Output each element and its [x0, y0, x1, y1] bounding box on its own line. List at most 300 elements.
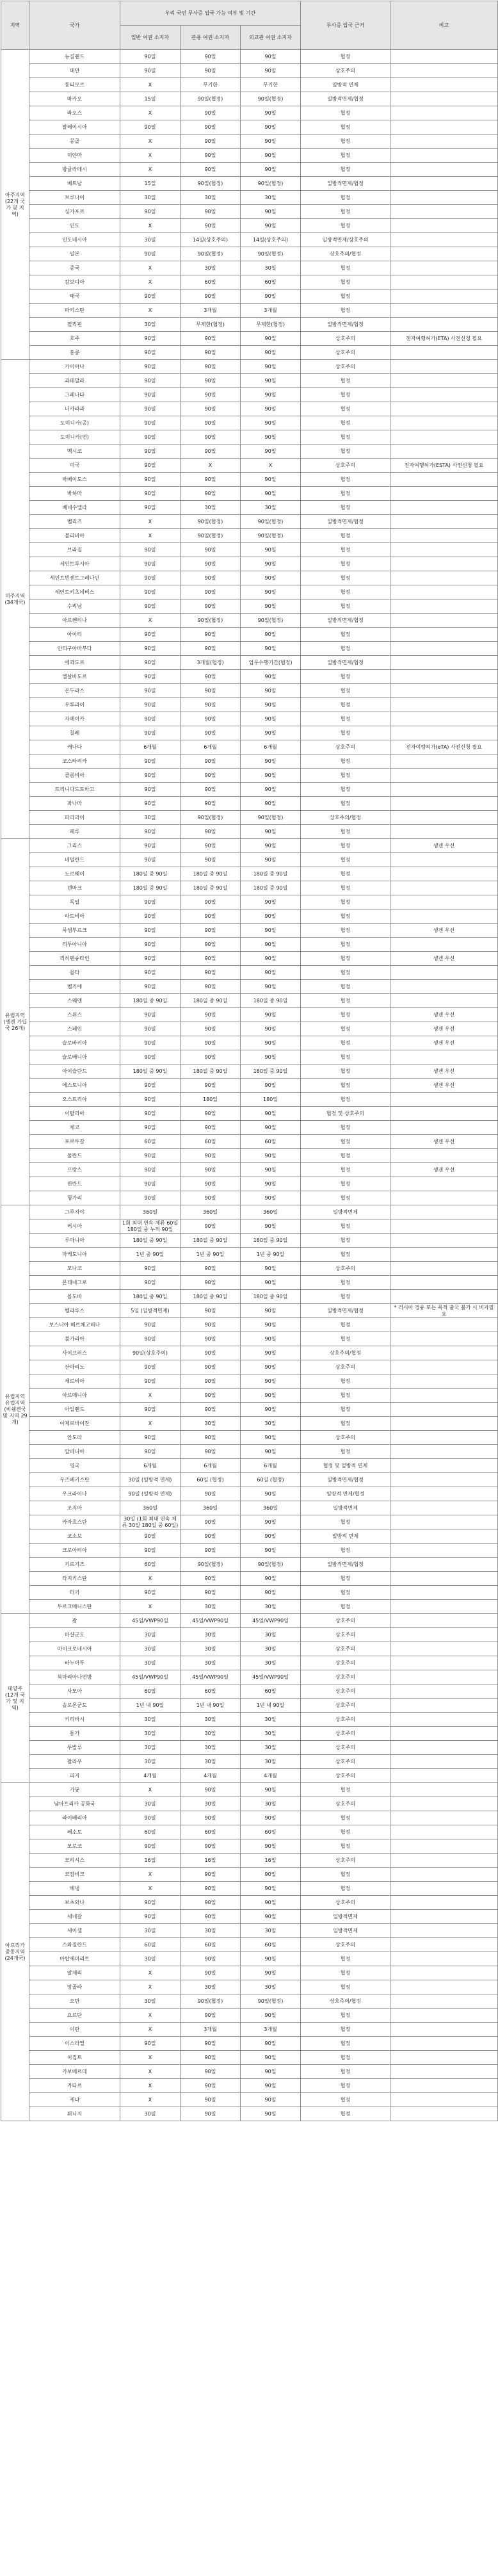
table-row [1, 614, 498, 628]
table-row [1, 1966, 498, 1980]
table-row [1, 585, 498, 599]
table-row [1, 797, 498, 811]
note-cell [390, 501, 498, 515]
note-cell [390, 1501, 498, 1515]
normal-passport-cell: 1년 중 90일 [120, 1248, 181, 1262]
official-passport-cell: 90일 [181, 64, 241, 78]
official-passport-cell: 90일 [181, 712, 241, 726]
diplomatic-passport-cell: 16일 [241, 1854, 301, 1868]
normal-passport-cell: X [120, 1882, 181, 1896]
basis-cell: 협정 [301, 726, 390, 740]
official-passport-cell: 3개월 [181, 2023, 241, 2037]
table-row [1, 289, 498, 304]
diplomatic-passport-cell: 45일/VWP90일 [241, 1670, 301, 1684]
normal-passport-cell: 360일 [120, 1205, 181, 1219]
basis-cell: 협정 [301, 106, 390, 120]
normal-passport-cell: 90일 [120, 628, 181, 642]
basis-cell: 협정 [301, 2009, 390, 2023]
basis-cell: 일방적면제/협정 [301, 1304, 390, 1318]
basis-cell: 상호주의 [301, 459, 390, 473]
normal-passport-cell: 30일 [120, 1642, 181, 1656]
table-row [1, 1431, 498, 1445]
diplomatic-passport-cell: 60일 [241, 275, 301, 289]
basis-cell: 일방적면제/협정 [301, 614, 390, 628]
table-row [1, 529, 498, 543]
diplomatic-passport-cell: 30일 [241, 1656, 301, 1670]
country-cell: 트리니다드토바고 [29, 783, 120, 797]
country-cell: 팔라우 [29, 1755, 120, 1769]
country-cell: 모잠비크 [29, 1868, 120, 1882]
normal-passport-cell: 90일 [120, 50, 181, 64]
official-passport-cell: 90일 [181, 1896, 241, 1910]
diplomatic-passport-cell: 30일 [241, 1600, 301, 1614]
note-cell [390, 1558, 498, 1572]
table-row [1, 318, 498, 332]
basis-cell: 협정 [301, 402, 390, 416]
note-cell [390, 1374, 498, 1389]
table-row [1, 1205, 498, 1219]
region-cell: 아프리카 중동지역 (24개국) [1, 1783, 29, 2121]
table-row [1, 1234, 498, 1248]
table-row [1, 656, 498, 670]
table-row [1, 895, 498, 909]
basis-cell: 협정 [301, 1121, 390, 1135]
official-passport-cell: 30일 [181, 191, 241, 205]
note-cell [390, 120, 498, 135]
normal-passport-cell: 90일 [120, 1445, 181, 1459]
normal-passport-cell: 30일 [120, 1755, 181, 1769]
official-passport-cell: 90일 [181, 853, 241, 867]
note-cell [390, 656, 498, 670]
note-cell [390, 1614, 498, 1628]
table-row [1, 642, 498, 656]
official-passport-cell: 30일 [181, 1713, 241, 1727]
basis-cell: 상호주의 [301, 1769, 390, 1783]
country-cell: 프랑스 [29, 1163, 120, 1177]
official-passport-cell: 90일 [181, 1191, 241, 1205]
official-passport-cell: 90일(협정) [181, 247, 241, 261]
table-row [1, 2037, 498, 2051]
official-passport-cell: 90일 [181, 1107, 241, 1121]
normal-passport-cell: 16일 [120, 1854, 181, 1868]
country-cell: 라트비아 [29, 909, 120, 924]
normal-passport-cell: 30일 [120, 1994, 181, 2009]
diplomatic-passport-cell: 90일 [241, 388, 301, 402]
diplomatic-passport-cell: 180일 [241, 1093, 301, 1107]
note-cell [390, 1966, 498, 1980]
note-cell [390, 360, 498, 374]
country-cell: 자메이카 [29, 712, 120, 726]
official-passport-cell: 60일 [181, 1938, 241, 1952]
note-cell [390, 1121, 498, 1135]
diplomatic-passport-cell: 90일 [241, 135, 301, 149]
diplomatic-passport-cell: 90일 [241, 1022, 301, 1036]
basis-cell: 협정 [301, 205, 390, 219]
normal-passport-cell: 90일 [120, 599, 181, 614]
table-row [1, 261, 498, 275]
diplomatic-passport-cell: 6개월 [241, 740, 301, 754]
normal-passport-cell: 180일 중 90일 [120, 881, 181, 895]
diplomatic-passport-cell: 90일 [241, 2065, 301, 2079]
official-passport-cell: 90일 [181, 895, 241, 909]
basis-cell: 협정 [301, 1135, 390, 1149]
diplomatic-passport-cell: 90일 [241, 1276, 301, 1290]
diplomatic-passport-cell: 90일 [241, 2037, 301, 2051]
basis-cell: 상호주의 [301, 1262, 390, 1276]
diplomatic-passport-cell: 90일 [241, 1783, 301, 1797]
normal-passport-cell: 30일 [120, 191, 181, 205]
official-passport-cell: 90일 [181, 1868, 241, 1882]
basis-cell: 상호주의 [301, 1741, 390, 1755]
normal-passport-cell: 90일 [120, 360, 181, 374]
diplomatic-passport-cell: 180일 중 90일 [241, 994, 301, 1008]
official-passport-cell: 30일 [181, 1980, 241, 1994]
country-cell: 오스트리아 [29, 1093, 120, 1107]
official-passport-cell: 90일 [181, 1783, 241, 1797]
table-row [1, 909, 498, 924]
diplomatic-passport-cell: 90일 [241, 1036, 301, 1050]
diplomatic-passport-cell: 90일 [241, 1403, 301, 1417]
diplomatic-passport-cell: 90일 [241, 698, 301, 712]
basis-cell: 협정 [301, 1374, 390, 1389]
official-passport-cell: 90일 [181, 1149, 241, 1163]
diplomatic-passport-cell: 30일 [241, 1642, 301, 1656]
note-cell [390, 1544, 498, 1558]
basis-cell: 협정 [301, 1544, 390, 1558]
basis-cell: 협정 [301, 952, 390, 966]
normal-passport-cell: 90일 [120, 952, 181, 966]
diplomatic-passport-cell: 90일 [241, 924, 301, 938]
country-cell: 온두라스 [29, 684, 120, 698]
table-row [1, 430, 498, 444]
diplomatic-passport-cell: 90일 [241, 1079, 301, 1093]
diplomatic-passport-cell: 90일 [241, 416, 301, 430]
basis-cell: 상호주의/협정 [301, 1994, 390, 2009]
basis-cell: 협정 [301, 487, 390, 501]
country-cell: 몰도바 [29, 1290, 120, 1304]
table-row [1, 233, 498, 247]
normal-passport-cell: 180일 중 90일 [120, 1290, 181, 1304]
basis-cell: 협정 [301, 599, 390, 614]
basis-cell: 협정 [301, 1389, 390, 1403]
basis-cell: 협정 [301, 1445, 390, 1459]
country-cell: 요르단 [29, 2009, 120, 2023]
diplomatic-passport-cell: 6개월 [241, 1459, 301, 1473]
basis-cell: 협정 [301, 2107, 390, 2121]
table-row [1, 1121, 498, 1135]
basis-cell: 협정 [301, 571, 390, 585]
note-cell [390, 1797, 498, 1811]
basis-cell: 상호주의 [301, 1713, 390, 1727]
basis-cell: 협정 [301, 1868, 390, 1882]
table-row [1, 1868, 498, 1882]
country-cell: 오만 [29, 1994, 120, 2009]
note-cell [390, 275, 498, 289]
table-row [1, 1699, 498, 1713]
normal-passport-cell: 6개월 [120, 1459, 181, 1473]
country-cell: 튀니지 [29, 2107, 120, 2121]
normal-passport-cell: 90일 [120, 473, 181, 487]
note-cell [390, 2065, 498, 2079]
note-cell [390, 1205, 498, 1219]
official-passport-cell: 90일 [181, 1276, 241, 1290]
table-row [1, 1783, 498, 1797]
diplomatic-passport-cell: 180일 중 90일 [241, 1064, 301, 1079]
table-row [1, 1276, 498, 1290]
basis-cell: 협정 [301, 1882, 390, 1896]
table-row [1, 867, 498, 881]
country-cell: 벨리즈 [29, 515, 120, 529]
diplomatic-passport-cell: 90일 [241, 1107, 301, 1121]
country-cell: 마이크로네시아 [29, 1642, 120, 1656]
diplomatic-passport-cell: 360일 [241, 1501, 301, 1515]
official-passport-cell: 90일 [181, 797, 241, 811]
country-cell: 안티구아바부다 [29, 642, 120, 656]
table-row [1, 2023, 498, 2037]
diplomatic-passport-cell: 90일 [241, 670, 301, 684]
basis-cell: 상호주의 [301, 332, 390, 346]
normal-passport-cell: X [120, 1600, 181, 1614]
official-passport-cell: 360일 [181, 1501, 241, 1515]
note-cell [390, 1980, 498, 1994]
basis-cell: 상호주의 [301, 1670, 390, 1684]
note-cell: 솅겐 우선 [390, 839, 498, 853]
diplomatic-passport-cell: 90일 [241, 599, 301, 614]
country-cell: 러시아 [29, 1219, 120, 1234]
note-cell [390, 2093, 498, 2107]
basis-cell: 협정 [301, 783, 390, 797]
normal-passport-cell: 90일 [120, 1839, 181, 1854]
diplomatic-passport-cell: 30일 [241, 1713, 301, 1727]
country-cell: 우즈베키스탄 [29, 1473, 120, 1487]
table-row [1, 1262, 498, 1276]
normal-passport-cell: 90일(상호주의) [120, 1346, 181, 1360]
normal-passport-cell: 90일 [120, 909, 181, 924]
normal-passport-cell: 60일 [120, 1938, 181, 1952]
note-cell [390, 1854, 498, 1868]
country-cell: 리히텐슈타인 [29, 952, 120, 966]
diplomatic-passport-cell: 90일(협정) [241, 1994, 301, 2009]
basis-cell: 협정 [301, 1022, 390, 1036]
diplomatic-passport-cell: 90일 [241, 50, 301, 64]
country-cell: 파키스탄 [29, 304, 120, 318]
diplomatic-passport-cell: 90일(협정) [241, 177, 301, 191]
table-row [1, 1219, 498, 1234]
normal-passport-cell: 180일 중 90일 [120, 994, 181, 1008]
normal-passport-cell: 90일 [120, 656, 181, 670]
table-row [1, 994, 498, 1008]
note-cell [390, 642, 498, 656]
official-passport-cell: 90일(협정) [181, 1558, 241, 1572]
official-passport-cell: 90일 [181, 825, 241, 839]
diplomatic-passport-cell: 90일 [241, 966, 301, 980]
country-cell: 도미니카(공) [29, 416, 120, 430]
country-cell: 멕시코 [29, 444, 120, 459]
diplomatic-passport-cell: 90일 [241, 557, 301, 571]
basis-cell: 협정 [301, 1163, 390, 1177]
basis-cell: 협정 [301, 853, 390, 867]
country-cell: 모나코 [29, 1262, 120, 1276]
diplomatic-passport-cell: 30일 [241, 1797, 301, 1811]
normal-passport-cell: X [120, 261, 181, 275]
table-row [1, 1487, 498, 1501]
note-cell [390, 712, 498, 726]
country-cell: 베트남 [29, 177, 120, 191]
country-cell: 아이슬란드 [29, 1064, 120, 1079]
normal-passport-cell: 90일 [120, 1177, 181, 1191]
table-row [1, 1515, 498, 1529]
table-row [1, 783, 498, 797]
official-passport-cell: 90일 [181, 557, 241, 571]
official-passport-cell: 90일 [181, 50, 241, 64]
basis-cell: 협정 [301, 966, 390, 980]
official-passport-cell: 1년 내 90일 [181, 1699, 241, 1713]
normal-passport-cell: 90일 [120, 1332, 181, 1346]
note-cell [390, 304, 498, 318]
normal-passport-cell: 90일 [120, 670, 181, 684]
normal-passport-cell: X [120, 2065, 181, 2079]
official-passport-cell: X [181, 459, 241, 473]
diplomatic-passport-cell: 90일 [241, 1586, 301, 1600]
diplomatic-passport-cell: 90일 [241, 712, 301, 726]
diplomatic-passport-cell: 90일 [241, 1304, 301, 1318]
normal-passport-cell: 90일 [120, 684, 181, 698]
official-passport-cell: 90일 [181, 1966, 241, 1980]
official-passport-cell: 90일 [181, 571, 241, 585]
table-row [1, 78, 498, 92]
normal-passport-cell: 90일 [120, 585, 181, 599]
table-row [1, 487, 498, 501]
official-passport-cell: 90일 [181, 2009, 241, 2023]
note-cell [390, 374, 498, 388]
table-row [1, 952, 498, 966]
note-cell [390, 1529, 498, 1544]
note-cell [390, 2051, 498, 2065]
country-cell: 핀란드 [29, 1177, 120, 1191]
country-cell: 모로코 [29, 1839, 120, 1854]
diplomatic-passport-cell: 90일(협정) [241, 515, 301, 529]
official-passport-cell: 90일 [181, 938, 241, 952]
official-passport-cell: 90일 [181, 909, 241, 924]
basis-cell: 협정 [301, 712, 390, 726]
note-cell [390, 1741, 498, 1755]
official-passport-cell: 90일 [181, 1022, 241, 1036]
country-cell: 불가리아 [29, 1332, 120, 1346]
diplomatic-passport-cell: 90일 [241, 1811, 301, 1825]
region-cell: 유럽지역 (솅겐 가입국 26개) [1, 839, 29, 1205]
official-passport-cell: 60일 [181, 1135, 241, 1149]
diplomatic-passport-cell: 90일 [241, 1346, 301, 1360]
basis-cell: 협정 [301, 1811, 390, 1825]
table-row [1, 1459, 498, 1473]
basis-cell: 일방적면제 [301, 1910, 390, 1924]
note-cell [390, 543, 498, 557]
country-cell: 카자흐스탄 [29, 1515, 120, 1529]
basis-cell: 협정 [301, 501, 390, 515]
note-cell [390, 1248, 498, 1262]
note-cell: 솅겐 우선 [390, 952, 498, 966]
country-cell: 카타르 [29, 2079, 120, 2093]
country-cell: 알바니아 [29, 1445, 120, 1459]
diplomatic-passport-cell: 90일 [241, 149, 301, 163]
official-passport-cell: 180일 중 90일 [181, 994, 241, 1008]
normal-passport-cell: 90일 [120, 726, 181, 740]
diplomatic-passport-cell: 90일(협정) [241, 247, 301, 261]
table-row [1, 557, 498, 571]
table-row [1, 332, 498, 346]
diplomatic-passport-cell: 30일 [241, 1417, 301, 1431]
table-row [1, 1628, 498, 1642]
note-cell: 솅겐 우선 [390, 1079, 498, 1093]
normal-passport-cell: X [120, 106, 181, 120]
diplomatic-passport-cell: 90일 [241, 938, 301, 952]
diplomatic-passport-cell: 30일 [241, 1755, 301, 1769]
country-cell: 스와질란드 [29, 1938, 120, 1952]
normal-passport-cell: 90일 [120, 1529, 181, 1544]
diplomatic-passport-cell: 90일 [241, 585, 301, 599]
note-cell [390, 430, 498, 444]
basis-cell: 협정 [301, 2051, 390, 2065]
table-row [1, 1093, 498, 1107]
normal-passport-cell: 1회 최대 연속 체류 60일 180일 중 누적 90일 [120, 1219, 181, 1234]
note-cell [390, 1417, 498, 1431]
note-cell [390, 135, 498, 149]
country-cell: 가봉 [29, 1783, 120, 1797]
country-cell: 남아프리카 공화국 [29, 1797, 120, 1811]
official-passport-cell: 90일 [181, 1219, 241, 1234]
basis-cell: 상호주의 [301, 1755, 390, 1769]
diplomatic-passport-cell: 360일 [241, 1205, 301, 1219]
official-passport-cell: 30일 [181, 1727, 241, 1741]
country-cell: 루마니아 [29, 1234, 120, 1248]
official-passport-cell: 90일 [181, 205, 241, 219]
table-row [1, 1896, 498, 1910]
table-row [1, 599, 498, 614]
table-row [1, 1938, 498, 1952]
country-cell: 우루과이 [29, 698, 120, 712]
note-cell [390, 726, 498, 740]
official-passport-cell: 90일 [181, 487, 241, 501]
note-cell: * 러시아 경유 또는 목적 출국 불가 시 비자필요 [390, 1304, 498, 1318]
table-row [1, 1107, 498, 1121]
country-cell: 안도라 [29, 1431, 120, 1445]
diplomatic-passport-cell: 45일/VWP90일 [241, 1614, 301, 1628]
basis-cell: 상호주의 [301, 1628, 390, 1642]
normal-passport-cell: 90일 [120, 543, 181, 557]
note-cell [390, 980, 498, 994]
table-row [1, 1741, 498, 1755]
note-cell [390, 191, 498, 205]
diplomatic-passport-cell: 90일 [241, 783, 301, 797]
note-cell [390, 1473, 498, 1487]
official-passport-cell: 180일 중 90일 [181, 1064, 241, 1079]
basis-cell: 협정 [301, 149, 390, 163]
official-passport-cell: 6개월 [181, 740, 241, 754]
table-row [1, 924, 498, 938]
basis-cell: 협정 [301, 698, 390, 712]
note-cell [390, 1515, 498, 1529]
table-row [1, 1811, 498, 1825]
note-cell [390, 2023, 498, 2037]
table-row [1, 1008, 498, 1022]
basis-cell: 상호주의 [301, 346, 390, 360]
basis-cell: 상호주의/협정 [301, 247, 390, 261]
country-cell: 에콰도르 [29, 656, 120, 670]
country-cell: 홍콩 [29, 346, 120, 360]
official-passport-cell: 180일 중 90일 [181, 881, 241, 895]
note-cell [390, 1825, 498, 1839]
note-cell [390, 78, 498, 92]
